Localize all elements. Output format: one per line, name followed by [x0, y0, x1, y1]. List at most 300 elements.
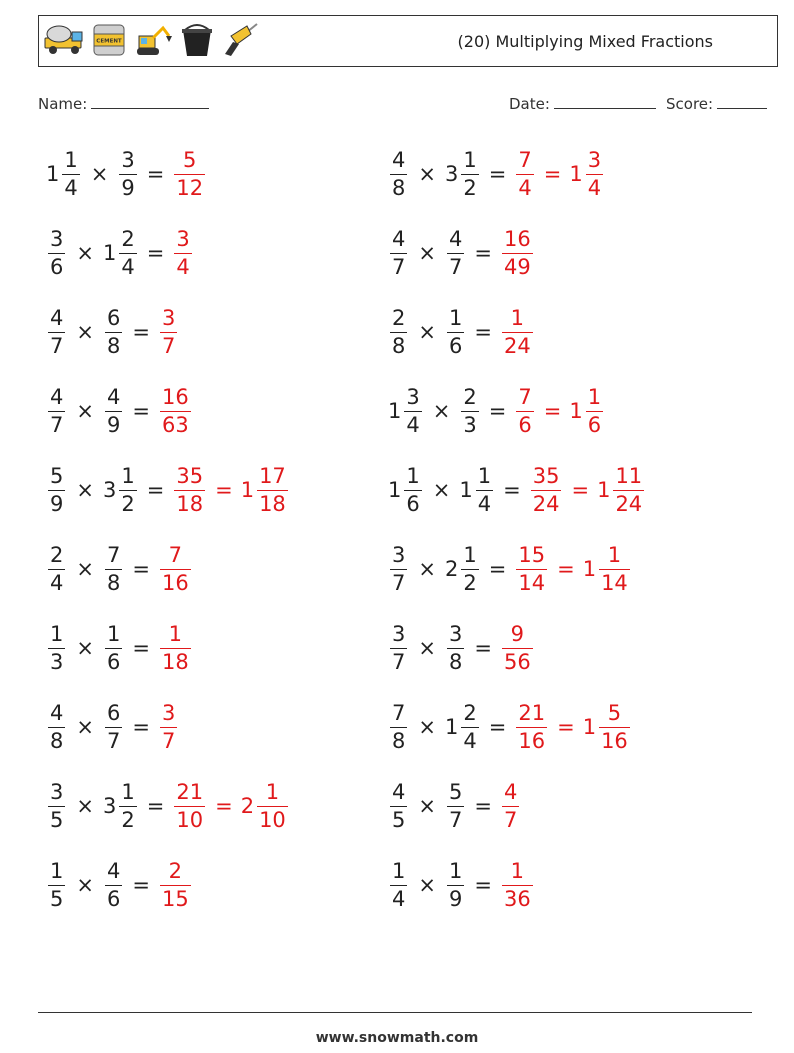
fraction: [613, 463, 644, 516]
times-sign: ×: [418, 320, 436, 344]
first-operand: [46, 305, 67, 358]
times-sign: ×: [76, 557, 94, 581]
whole-number: 1: [569, 399, 583, 423]
answer: [514, 542, 631, 595]
whole-number: 1: [569, 162, 583, 186]
fraction: [48, 463, 65, 516]
fraction: [404, 384, 421, 437]
whole-number: 1: [46, 162, 60, 186]
answer-fraction: [514, 542, 549, 595]
second-operand: [444, 542, 481, 595]
times-sign: ×: [418, 557, 436, 581]
denominator: 9: [106, 412, 121, 437]
denominator: 8: [392, 333, 406, 358]
answer: [500, 226, 535, 279]
denominator: 7: [503, 807, 518, 832]
bucket-icon: [179, 22, 215, 58]
times-sign: ×: [418, 715, 436, 739]
fraction: [390, 621, 407, 674]
times-sign: ×: [432, 478, 451, 502]
numerator: 4: [50, 700, 64, 725]
numerator: 9: [510, 621, 525, 646]
times-sign: ×: [418, 873, 436, 897]
answer: [500, 305, 535, 358]
numerator: 16: [503, 226, 531, 251]
whole-number: 1: [388, 399, 402, 423]
numerator: 3: [587, 147, 602, 172]
answer: [514, 700, 631, 753]
answer-fraction: [172, 463, 207, 516]
times-sign: ×: [76, 399, 94, 423]
denominator: 5: [50, 807, 64, 832]
denominator: 7: [448, 254, 463, 279]
denominator: 3: [463, 412, 477, 437]
numerator: 4: [392, 779, 406, 804]
fraction: [257, 779, 288, 832]
equals-sign: =: [474, 873, 492, 897]
fraction: [516, 147, 533, 200]
numerator: 3: [392, 621, 406, 646]
fraction: [174, 779, 205, 832]
answer-fraction: [529, 463, 564, 516]
fraction: [48, 779, 65, 832]
denominator: 8: [448, 649, 463, 674]
answer-fraction: [500, 305, 535, 358]
denominator: 15: [161, 886, 189, 911]
second-operand: [445, 305, 466, 358]
second-operand: [459, 463, 495, 516]
fraction: [105, 700, 122, 753]
fraction: [447, 305, 464, 358]
problem-item: [388, 771, 521, 841]
equals-sign: =: [132, 873, 150, 897]
numerator: 1: [50, 621, 64, 646]
second-operand: [103, 621, 124, 674]
fraction: [390, 858, 407, 911]
fraction: [119, 463, 136, 516]
numerator: 1: [607, 542, 622, 567]
date-field: [509, 94, 656, 113]
fraction: [160, 542, 191, 595]
equals-sign: =: [488, 557, 507, 581]
fraction: [390, 542, 407, 595]
problem-item: [388, 692, 632, 762]
denominator: 16: [518, 728, 546, 753]
answer-fraction: [500, 621, 535, 674]
second-operand: [459, 384, 480, 437]
answer-mixed-number: [569, 147, 605, 200]
first-operand: [388, 700, 409, 753]
denominator: 14: [518, 570, 546, 595]
answer-equals-sign: =: [557, 715, 575, 739]
numerator: 2: [121, 226, 135, 251]
times-sign: ×: [76, 636, 94, 660]
numerator: 5: [50, 463, 64, 488]
fraction: [502, 226, 533, 279]
fraction: [119, 779, 136, 832]
first-operand: [46, 226, 67, 279]
name-label: Name:: [38, 95, 88, 113]
answer-fraction: [514, 700, 549, 753]
answer-fraction: [500, 779, 521, 832]
problem-item: [388, 534, 632, 604]
answer: [500, 621, 535, 674]
numerator: 4: [392, 226, 406, 251]
times-sign: ×: [76, 241, 94, 265]
times-sign: ×: [90, 162, 109, 186]
denominator: 3: [50, 649, 64, 674]
second-operand: [102, 779, 139, 832]
denominator: 5: [392, 807, 406, 832]
denominator: 6: [106, 649, 121, 674]
fraction: [390, 700, 407, 753]
numerator: 1: [510, 305, 525, 330]
equals-sign: =: [488, 399, 507, 423]
fraction: [105, 542, 122, 595]
fraction: [48, 384, 65, 437]
cement-bag-icon: [91, 22, 127, 58]
fraction: [48, 542, 65, 595]
answer: [514, 384, 605, 437]
problem-item: [46, 218, 194, 288]
equals-sign: =: [132, 715, 150, 739]
denominator: 6: [106, 886, 121, 911]
numerator: 7: [106, 542, 121, 567]
excavator-icon: [133, 22, 173, 58]
second-operand: [445, 779, 466, 832]
numerator: 5: [448, 779, 463, 804]
score-label: Score:: [666, 95, 714, 113]
first-operand: [388, 463, 424, 516]
whole-number: 3: [444, 162, 459, 186]
numerator: 1: [510, 858, 525, 883]
fraction: [502, 305, 533, 358]
problem-item: [388, 376, 605, 446]
numerator: 3: [50, 226, 64, 251]
numerator: 6: [106, 700, 121, 725]
second-operand: [444, 700, 481, 753]
whole-number: 3: [102, 794, 117, 818]
answer-equals-sign: =: [215, 794, 233, 818]
numerator: 4: [50, 305, 64, 330]
denominator: 2: [463, 175, 477, 200]
fraction: [476, 463, 493, 516]
whole-number: 3: [102, 478, 117, 502]
denominator: 7: [106, 728, 121, 753]
fraction: [447, 226, 464, 279]
problem-item: [388, 297, 535, 367]
fraction: [48, 621, 65, 674]
numerator: 16: [161, 384, 189, 409]
numerator: 1: [64, 147, 78, 172]
numerator: 1: [265, 779, 280, 804]
fraction: [502, 621, 533, 674]
denominator: 8: [50, 728, 64, 753]
problem-item: [46, 534, 193, 604]
numerator: 17: [259, 463, 286, 488]
first-operand: [46, 858, 67, 911]
whole-number: 1: [459, 478, 473, 502]
first-operand: [388, 226, 409, 279]
page-title: (20) Multiplying Mixed Fractions: [457, 32, 713, 51]
numerator: 3: [50, 779, 64, 804]
numerator: 1: [168, 621, 183, 646]
answer: [172, 226, 193, 279]
fraction: [390, 305, 407, 358]
answer: [158, 542, 193, 595]
denominator: 4: [477, 491, 492, 516]
answer-fraction: [514, 384, 535, 437]
denominator: 7: [448, 807, 463, 832]
denominator: 16: [601, 728, 628, 753]
fraction: [516, 542, 547, 595]
equals-sign: =: [132, 399, 150, 423]
numerator: 15: [518, 542, 546, 567]
denominator: 56: [503, 649, 531, 674]
fraction: [447, 621, 464, 674]
denominator: 6: [406, 491, 420, 516]
first-operand: [388, 858, 409, 911]
denominator: 7: [392, 570, 406, 595]
fraction: [404, 463, 421, 516]
numerator: 4: [503, 779, 518, 804]
first-operand: [388, 542, 409, 595]
numerator: 3: [392, 542, 406, 567]
fraction: [461, 384, 478, 437]
answer-fraction: [158, 384, 193, 437]
second-operand: [445, 226, 466, 279]
fraction: [174, 226, 191, 279]
name-field: [38, 94, 209, 113]
fraction: [586, 147, 603, 200]
fraction: [105, 305, 122, 358]
problem-item: [388, 218, 535, 288]
first-operand: [388, 621, 409, 674]
equals-sign: =: [132, 636, 150, 660]
fraction: [119, 147, 136, 200]
date-line[interactable]: [554, 94, 656, 109]
name-line[interactable]: [91, 94, 209, 109]
numerator: 1: [477, 463, 492, 488]
denominator: 63: [161, 412, 189, 437]
numerator: 4: [106, 858, 121, 883]
fraction: [160, 700, 177, 753]
denominator: 18: [176, 491, 204, 516]
numerator: 4: [448, 226, 463, 251]
equals-sign: =: [503, 478, 521, 502]
second-operand: [444, 147, 481, 200]
equals-sign: =: [146, 478, 165, 502]
denominator: 4: [587, 175, 602, 200]
denominator: 6: [587, 412, 602, 437]
fraction: [174, 463, 205, 516]
answer-equals-sign: =: [557, 557, 575, 581]
first-operand: [46, 700, 67, 753]
answer-fraction: [500, 226, 535, 279]
numerator: 1: [463, 542, 477, 567]
numerator: 7: [392, 700, 406, 725]
numerator: 7: [518, 147, 532, 172]
denominator: 10: [176, 807, 204, 832]
second-operand: [102, 463, 139, 516]
numerator: 3: [161, 305, 176, 330]
numerator: 4: [106, 384, 121, 409]
fraction: [447, 858, 464, 911]
answer-mixed-number: [569, 384, 605, 437]
numerator: 3: [448, 621, 463, 646]
whole-number: 1: [102, 241, 117, 265]
answer-fraction: [158, 542, 193, 595]
numerator: 2: [168, 858, 183, 883]
fraction: [390, 147, 407, 200]
denominator: 18: [161, 649, 189, 674]
answer-mixed-number: [240, 779, 290, 832]
answer-mixed-number: [582, 700, 632, 753]
second-operand: [445, 621, 466, 674]
fraction: [461, 147, 478, 200]
second-operand: [103, 700, 124, 753]
answer-fraction: [158, 700, 179, 753]
fraction: [516, 700, 547, 753]
numerator: 2: [50, 542, 64, 567]
whole-number: 1: [444, 715, 459, 739]
answer-fraction: [172, 779, 207, 832]
equals-sign: =: [146, 162, 165, 186]
second-operand: [117, 147, 138, 200]
denominator: 2: [121, 491, 135, 516]
problem-item: [46, 455, 290, 525]
denominator: 36: [503, 886, 531, 911]
fraction: [119, 226, 136, 279]
denominator: 4: [463, 728, 477, 753]
denominator: 7: [392, 254, 406, 279]
denominator: 9: [448, 886, 463, 911]
answer: [158, 700, 179, 753]
numerator: 1: [406, 463, 420, 488]
first-operand: [388, 147, 409, 200]
denominator: 2: [121, 807, 135, 832]
denominator: 10: [259, 807, 286, 832]
answer: [529, 463, 646, 516]
first-operand: [46, 384, 67, 437]
fraction: [48, 700, 65, 753]
whole-number: 1: [582, 557, 597, 581]
equals-sign: =: [474, 241, 492, 265]
answer: [158, 384, 193, 437]
equals-sign: =: [146, 241, 165, 265]
denominator: 8: [392, 728, 406, 753]
whole-number: 1: [388, 478, 402, 502]
equals-sign: =: [474, 636, 492, 660]
fraction: [390, 779, 407, 832]
fraction: [257, 463, 288, 516]
denominator: 4: [406, 412, 420, 437]
fraction: [502, 858, 533, 911]
answer-equals-sign: =: [543, 162, 562, 186]
denominator: 14: [601, 570, 628, 595]
denominator: 7: [50, 412, 64, 437]
equals-sign: =: [146, 794, 165, 818]
first-operand: [388, 779, 409, 832]
numerator: 11: [615, 463, 643, 488]
answer-fraction: [500, 858, 535, 911]
answer-mixed-number: [597, 463, 646, 516]
answer: [500, 779, 521, 832]
times-sign: ×: [418, 794, 436, 818]
denominator: 12: [176, 175, 204, 200]
numerator: 7: [518, 384, 532, 409]
whole-number: 1: [597, 478, 611, 502]
answer: [172, 147, 207, 200]
fraction: [461, 542, 478, 595]
second-operand: [103, 305, 124, 358]
numerator: 6: [106, 305, 121, 330]
score-line[interactable]: [717, 94, 767, 109]
fraction: [48, 858, 65, 911]
first-operand: [46, 147, 82, 200]
fraction: [105, 384, 122, 437]
fraction: [48, 305, 65, 358]
answer-mixed-number: [582, 542, 632, 595]
fraction: [390, 226, 407, 279]
times-sign: ×: [418, 636, 436, 660]
denominator: 9: [121, 175, 135, 200]
numerator: 1: [463, 147, 477, 172]
problem-item: [388, 613, 535, 683]
footer-url: www.snowmath.com: [315, 1030, 479, 1046]
second-operand: [103, 858, 124, 911]
whole-number: 1: [240, 478, 255, 502]
numerator: 21: [176, 779, 204, 804]
second-operand: [102, 226, 139, 279]
numerator: 1: [121, 463, 135, 488]
denominator: 6: [50, 254, 64, 279]
problem-item: [46, 297, 179, 367]
times-sign: ×: [418, 241, 436, 265]
denominator: 4: [64, 175, 78, 200]
fraction: [502, 779, 519, 832]
denominator: 4: [50, 570, 64, 595]
answer: [172, 779, 289, 832]
numerator: 4: [50, 384, 64, 409]
second-operand: [103, 384, 124, 437]
fraction: [160, 384, 191, 437]
times-sign: ×: [76, 715, 94, 739]
answer-fraction: [514, 147, 535, 200]
denominator: 49: [503, 254, 531, 279]
denominator: 16: [161, 570, 189, 595]
fraction: [461, 700, 478, 753]
drill-icon: [221, 22, 259, 58]
first-operand: [46, 779, 67, 832]
numerator: 1: [106, 621, 121, 646]
whole-number: 2: [444, 557, 459, 581]
numerator: 3: [121, 147, 135, 172]
fraction: [48, 226, 65, 279]
numerator: 3: [406, 384, 420, 409]
equals-sign: =: [132, 557, 150, 581]
denominator: 2: [463, 570, 477, 595]
numerator: 4: [392, 147, 406, 172]
equals-sign: =: [488, 715, 507, 739]
denominator: 6: [518, 412, 532, 437]
fraction: [586, 384, 603, 437]
numerator: 2: [463, 384, 477, 409]
whole-number: 1: [582, 715, 597, 739]
score-field: [666, 94, 767, 113]
fraction: [160, 858, 191, 911]
numerator: 2: [463, 700, 477, 725]
